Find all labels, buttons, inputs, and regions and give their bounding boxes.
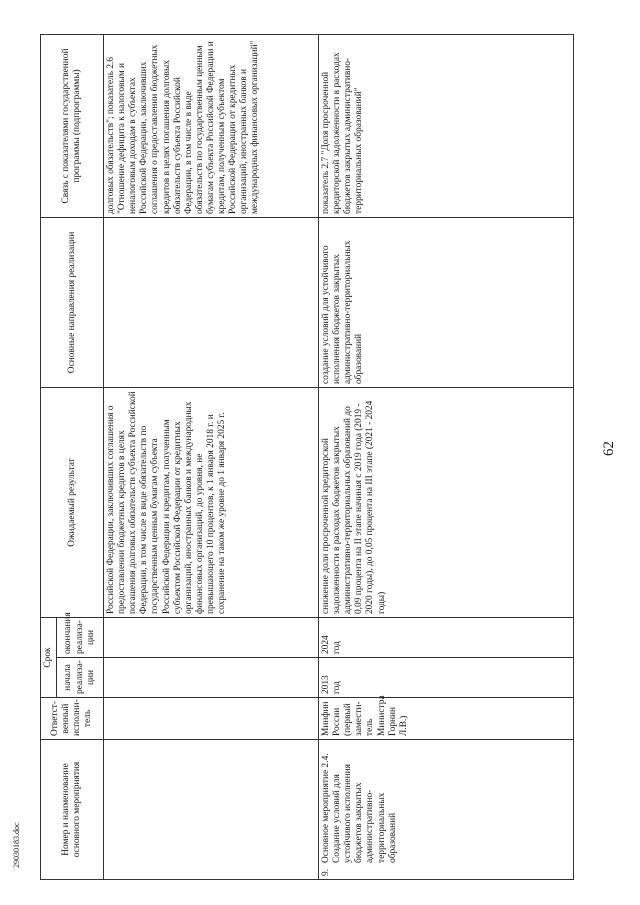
cell-result: Российской Федерации, заключивших соглашения о предоставлении бюджетных кредитов в целях погашения долговых обязательств субъекта Российской Федерации, в том числе в виде обязательств по государственным ценным бумагам субъекта Российской Федерации и кредитам, полученным субъектом Российской Федерации от кредитных организаций, иностранных банков и международных финансовых организаций, до уровня, не превышающего 10 процентов, к 1 января 2018 г. и сохранение на таком же уровне до 1 января 2025 г.: [104, 388, 319, 618]
header-term: Срок: [41, 618, 57, 698]
cell-links: показатель 2.7 "Доля просроченной кредиторской задолженности в расходах бюджетов закрытых административно-территориальных образований": [319, 35, 574, 218]
table-row: [319, 35, 574, 880]
table-row: [104, 35, 319, 880]
header-directions: Основные направления реализации: [41, 218, 104, 388]
cell-name: [104, 740, 319, 880]
cell-responsible: Минфин России (первый замести-тель Министра Горнин Л.В.): [319, 698, 574, 740]
rotated-table-container: [40, 35, 580, 880]
measure-name: Основное мероприятие 2.4. Создание условий для устойчивого исполнения бюджетов закрытых административно-территориальных образований: [321, 753, 398, 863]
page-number: 62: [601, 441, 617, 456]
cell-start: [104, 658, 319, 698]
header-result: Ожидаемый результат: [41, 388, 104, 618]
document-code: 29030183.doc: [12, 822, 21, 868]
header-end: окончания реализа-ции: [57, 618, 104, 658]
cell-name: [319, 740, 574, 880]
header-start: начала реализа-ции: [57, 658, 104, 698]
row-number: 9.: [321, 868, 332, 876]
cell-responsible: [104, 698, 319, 740]
cell-end: 2024 год: [319, 618, 574, 658]
cell-start: 2013 год: [319, 658, 574, 698]
header-num-name: Номер и наименование основного мероприятия: [41, 740, 104, 880]
cell-result: снижение доли просроченной кредиторской задолженности в расходах бюджетов закрытых административно-территориальных образований до 0,09 процента на II этапе начиная с 2019 года (2019 - 2020 годы), до 0,05 процента на III этапе (2021 - 2024 годы): [319, 388, 574, 618]
cell-links: долговых обязательств"; показатель 2.6 "Отношение дефицита к налоговым и неналоговым доходам в субъектах Российской Федерации, заключивших соглашения о предоставлении бюджетных кредитов в целях погашения долговых обязательств субъекта Российской Федерации, в том числе в виде обязательств по государственным ценным бумагам субъекта Российской Федерации и кредитам, полученным субъектом Российской Федерации от кредитных организаций, иностранных банков и международных финансовых организаций": [104, 35, 319, 218]
measures-table: [40, 34, 574, 880]
cell-directions: создание условий для устойчивого исполнения бюджетов закрытых административно-территориальных образований: [319, 218, 574, 388]
header-row-1: [41, 35, 57, 880]
header-responsible: Ответст-венный исполни-тель: [41, 698, 104, 740]
header-links: Связь с показателями государственной программы (подпрограммы): [41, 35, 104, 218]
cell-directions: [104, 218, 319, 388]
cell-end: [104, 618, 319, 658]
